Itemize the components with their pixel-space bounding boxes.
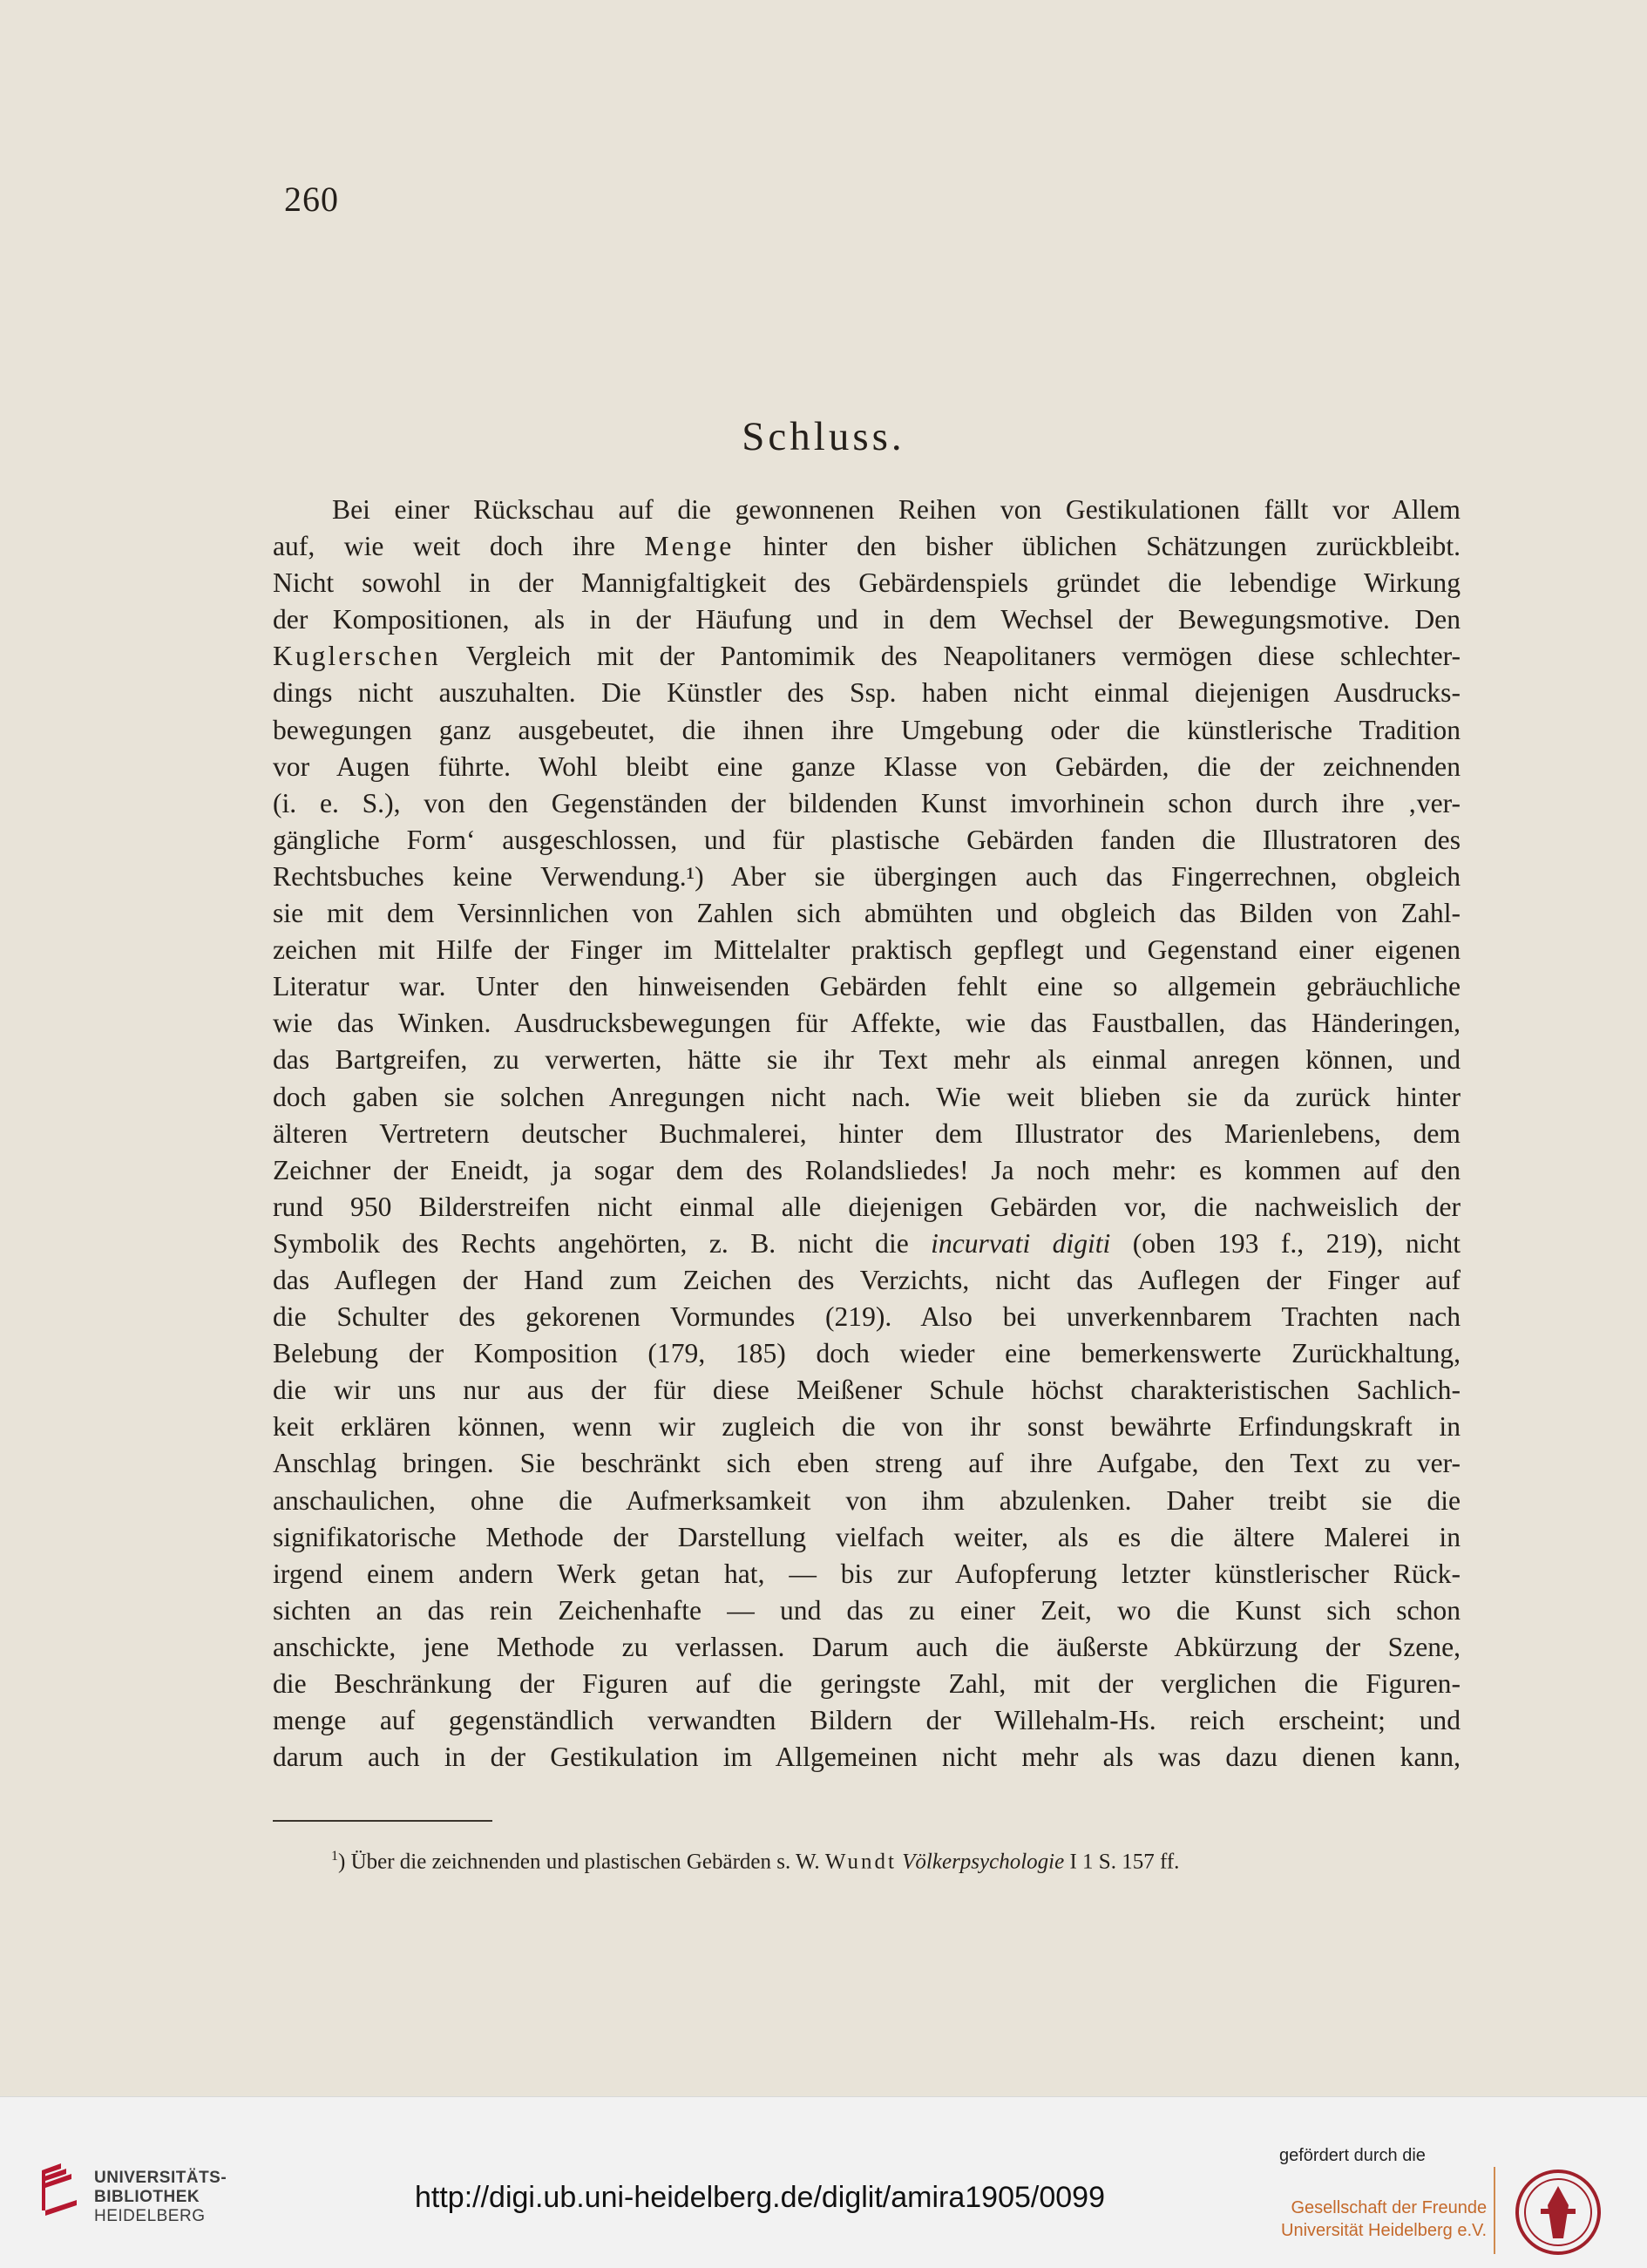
text-line <box>273 1226 1461 1262</box>
text-segment: (oben 193 f., 219), nicht <box>1110 1227 1461 1259</box>
digitization-banner <box>0 2096 1647 2268</box>
library-name-line-1: UNIVERSITÄTS- <box>94 2169 227 2187</box>
footnote-text-end: I 1 S. 157 ff. <box>1064 1850 1180 1874</box>
university-seal-icon <box>1515 2169 1602 2256</box>
text-segment: gängliche Form‘ ausgeschlossen, und für plastische Gebärden fanden die Illustratoren des <box>273 824 1461 855</box>
text-segment: doch gaben sie solchen Anregungen nicht nach. Wie weit blieben sie da zurück hinter <box>273 1081 1461 1112</box>
text-segment: irgend einem andern Werk getan hat, — bis zur Aufopferung letzter künstlerischer Rück- <box>273 1558 1461 1589</box>
text-segment: Vergleich mit der Pantomimik des Neapolitaners vermögen diese schlechter- <box>440 641 1461 672</box>
text-line <box>273 492 1461 528</box>
text-segment: zeichen mit Hilfe der Finger im Mittelalter praktisch gepflegt und Gegenstand einer eigenen <box>273 934 1461 966</box>
library-name <box>94 2169 227 2226</box>
body-text <box>273 492 1461 1776</box>
text-line <box>273 1556 1461 1592</box>
text-segment: Anschlag bringen. Sie beschränkt sich eben streng auf ihre Aufgabe, den Text zu ver- <box>273 1448 1461 1479</box>
text-segment: Nicht sowohl in der Mannigfaltigkeit des Gebärdenspiels gründet die lebendige Wirkung <box>273 567 1461 599</box>
permalink-url[interactable]: http://digi.ub.uni-heidelberg.de/diglit/amira1905/0099 <box>415 2181 1105 2214</box>
text-line <box>273 822 1461 859</box>
text-line <box>273 1042 1461 1078</box>
text-segment: incurvati digiti <box>931 1227 1111 1259</box>
text-line <box>273 712 1461 749</box>
page-number: 260 <box>284 180 339 219</box>
library-name-line-3: HEIDELBERG <box>94 2207 206 2225</box>
text-segment: auf, wie weit doch ihre <box>273 531 645 562</box>
sponsor-name <box>1281 2197 1487 2242</box>
text-line <box>273 1152 1461 1189</box>
text-line <box>273 749 1461 785</box>
text-line <box>273 1409 1461 1445</box>
text-line <box>273 1116 1461 1152</box>
text-line <box>273 859 1461 895</box>
sponsor-divider <box>1494 2167 1495 2254</box>
text-line <box>273 1739 1461 1776</box>
text-segment: Literatur war. Unter den hinweisenden Gebärden fehlt eine so allgemein gebräuchliche <box>273 971 1461 1002</box>
text-segment: das Auflegen der Hand zum Zeichen des Verzichts, nicht das Auflegen der Finger auf <box>273 1264 1461 1295</box>
text-segment: Belebung der Komposition (179, 185) doch wieder eine bemerkenswerte Zurückhaltung, <box>273 1338 1461 1369</box>
text-segment: Kuglerschen <box>273 641 441 672</box>
text-segment: anschaulichen, ohne die Aufmerksamkeit von ihm abzulenken. Daher treibt sie die <box>273 1484 1461 1516</box>
text-line <box>273 675 1461 711</box>
text-segment: Symbolik des Rechts angehörten, z. B. nicht die <box>273 1227 932 1259</box>
footnote-author: Wundt <box>824 1850 897 1874</box>
text-segment: Rechtsbuches keine Verwendung.¹) Aber sie übergingen auch das Fingerrechnen, obgleich <box>273 860 1461 892</box>
text-segment: (i. e. S.), von den Gegenständen der bildenden Kunst imvorhinein schon durch ihre ‚ver- <box>273 787 1461 818</box>
text-line <box>273 1189 1461 1226</box>
text-line <box>273 1702 1461 1739</box>
text-segment: älteren Vertretern deutscher Buchmalerei, hinter dem Illustrator des Marienlebens, dem <box>273 1117 1461 1149</box>
text-segment: bewegungen ganz ausgebeutet, die ihnen ihre Umgebung oder die künstlerische Tradition <box>273 714 1461 745</box>
text-line <box>273 601 1461 638</box>
footnote-rule <box>273 1820 492 1822</box>
text-line <box>273 1005 1461 1042</box>
text-line <box>273 638 1461 675</box>
footnote-marker: 1 <box>331 1849 338 1864</box>
text-line <box>273 895 1461 932</box>
text-segment: die Beschränkung der Figuren auf die geringste Zahl, mit der verglichen die Figuren- <box>273 1668 1461 1699</box>
library-name-line-2: BIBLIOTHEK <box>94 2188 200 2206</box>
text-line <box>273 1666 1461 1702</box>
footnote-title: Völkerpsychologie <box>902 1850 1065 1874</box>
text-segment: wie das Winken. Ausdrucksbewegungen für Affekte, wie das Faustballen, das Händeringen, <box>273 1008 1461 1039</box>
text-segment: Menge <box>644 531 735 562</box>
text-line <box>273 1299 1461 1335</box>
text-line <box>273 528 1461 565</box>
text-segment: rund 950 Bilderstreifen nicht einmal alle diejenigen Gebärden vor, die nachweislich der <box>273 1191 1461 1222</box>
text-line <box>273 1592 1461 1629</box>
text-segment: keit erklären können, wenn wir zugleich die von ihr sonst bewährte Erfindungskraft in <box>273 1411 1461 1443</box>
sponsor-label: gefördert durch die <box>1279 2146 1426 2165</box>
text-line <box>273 1335 1461 1372</box>
text-segment: das Bartgreifen, zu verwerten, hätte sie ihr Text mehr als einmal anregen können, und <box>273 1044 1461 1076</box>
text-segment: hinter den bisher üblichen Schätzungen zurückbleibt. <box>734 531 1461 562</box>
text-segment: Zeichner der Eneidt, ja sogar dem des Rolandsliedes! Ja noch mehr: es kommen auf den <box>273 1154 1461 1185</box>
text-line <box>273 968 1461 1005</box>
text-segment: vor Augen führte. Wohl bleibt eine ganze Klasse von Gebärden, die der zeichnenden <box>273 750 1461 782</box>
text-segment: der Kompositionen, als in der Häufung und in dem Wechsel der Bewegungsmotive. Den <box>273 604 1461 635</box>
footnote <box>331 1849 1179 1874</box>
text-line <box>273 1079 1461 1116</box>
library-logo-icon <box>37 2163 82 2217</box>
text-line <box>273 1262 1461 1299</box>
footnote-text: ) Über die zeichnenden und plastischen Gebärden s. W. <box>338 1850 825 1874</box>
text-segment: die Schulter des gekorenen Vormundes (219). Also bei unverkennbarem Trachten nach <box>273 1301 1461 1333</box>
text-segment: darum auch in der Gestikulation im Allgemeinen nicht mehr als was dazu dienen kann, <box>273 1742 1461 1773</box>
text-segment: sie mit dem Versinnlichen von Zahlen sich abmühten und obgleich das Bilden von Zahl- <box>273 898 1461 929</box>
sponsor-name-line-1: Gesellschaft der Freunde <box>1291 2198 1488 2217</box>
text-segment: menge auf gegenständlich verwandten Bildern der Willehalm-Hs. reich erscheint; und <box>273 1705 1461 1736</box>
text-line <box>273 932 1461 968</box>
text-line <box>273 1629 1461 1666</box>
text-line <box>273 1445 1461 1482</box>
text-line <box>273 1483 1461 1519</box>
text-segment: signifikatorische Methode der Darstellung vielfach weiter, als es die ältere Malerei in <box>273 1521 1461 1552</box>
text-segment: die wir uns nur aus der für diese Meißener Schule höchst charakteristischen Sachlich- <box>273 1375 1461 1406</box>
text-segment: sichten an das rein Zeichenhafte — und das zu einer Zeit, wo die Kunst sich schon <box>273 1594 1461 1626</box>
section-heading: Schluss. <box>742 414 905 459</box>
text-line <box>273 565 1461 601</box>
text-line <box>273 1519 1461 1556</box>
text-line <box>273 785 1461 822</box>
text-segment: dings nicht auszuhalten. Die Künstler des Ssp. haben nicht einmal diejenigen Ausdrucks- <box>273 677 1461 709</box>
text-segment: anschickte, jene Methode zu verlassen. Darum auch die äußerste Abkürzung der Szene, <box>273 1631 1461 1662</box>
text-segment: Bei einer Rückschau auf die gewonnenen Reihen von Gestikulationen fällt vor Allem <box>332 494 1461 525</box>
sponsor-name-line-2: Universität Heidelberg e.V. <box>1281 2221 1488 2240</box>
text-line <box>273 1372 1461 1409</box>
